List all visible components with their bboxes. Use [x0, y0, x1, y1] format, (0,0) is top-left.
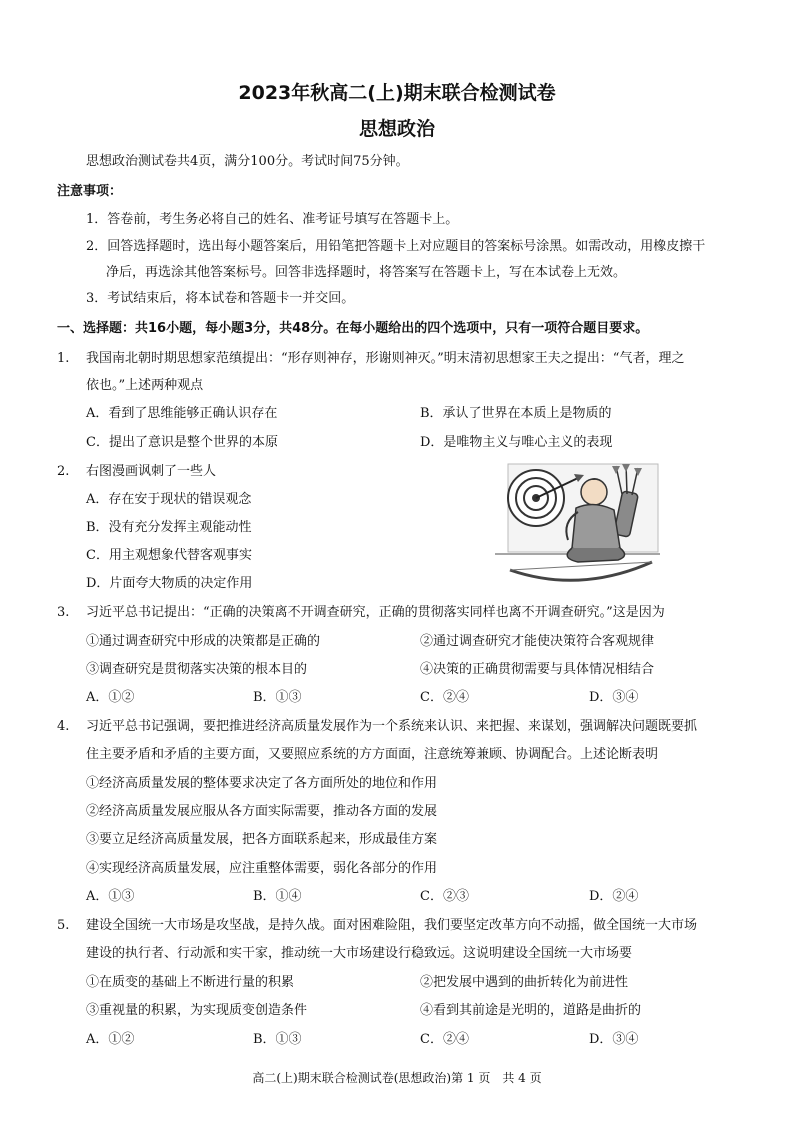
- option-a: A．①③: [86, 889, 135, 904]
- statement-item: ③重视量的积累，为实现质变创造条件: [86, 1003, 308, 1018]
- note-item: 1．答卷前，考生务必将自己的姓名、准考证号填写在答题卡上。: [86, 212, 459, 227]
- option-d: D．是唯物主义与唯心主义的表现: [420, 435, 613, 450]
- option-d: D．片面夸大物质的决定作用: [86, 576, 253, 591]
- question-number: 2.: [57, 464, 70, 479]
- option-c: C．②④: [420, 1032, 469, 1047]
- option-a: A．看到了思维能够正确认识存在: [86, 406, 278, 421]
- option-d: D．③④: [589, 1032, 639, 1047]
- statement-item: ②经济高质量发展应服从各方面实际需要，推动各方面的发展: [86, 804, 438, 819]
- question-number: 3.: [57, 605, 70, 620]
- statement-item: ②通过调查研究才能使决策符合客观规律: [420, 634, 655, 649]
- option-a: A．存在安于现状的错误观念: [86, 492, 252, 507]
- bow-icon: [510, 562, 652, 580]
- option-a: A．①②: [86, 690, 135, 705]
- question-stem: 我国南北朝时期思想家范缜提出：“形存则神存，形谢则神灭。”明末清初思想家王夫之提出：“气者，理之: [86, 351, 685, 366]
- question-stem: 右图漫画讽刺了一些人: [86, 464, 217, 479]
- option-d: D．②④: [589, 889, 639, 904]
- exam-title: 2023年秋高二(上)期末联合检测试卷: [238, 82, 556, 104]
- page-footer: 高二(上)期末联合检测试卷(思想政治)第 1 页 共 4 页: [252, 1071, 542, 1085]
- option-c: C．用主观想象代替客观事实: [86, 548, 252, 563]
- statement-item: ①通过调查研究中形成的决策都是正确的: [86, 634, 321, 649]
- question-stem: 建设全国统一大市场是攻坚战，是持久战。面对困难险阻，我们要坚定改革方向不动摇，做全国统一大市场: [86, 918, 698, 933]
- question-number: 1.: [57, 351, 70, 366]
- option-b: B．承认了世界在本质上是物质的: [420, 406, 612, 421]
- statement-item: ①在质变的基础上不断进行量的积累: [86, 975, 295, 990]
- option-c: C．提出了意识是整个世界的本原: [86, 435, 278, 450]
- option-c: C．②④: [420, 690, 469, 705]
- option-b: B．①③: [253, 690, 302, 705]
- statement-item: ①经济高质量发展的整体要求决定了各方面所处的地位和作用: [86, 776, 438, 791]
- question-stem: 住主要矛盾和矛盾的主要方面，又要照应系统的方方面面，注意统筹兼顾、协调配合。上述论断表明: [86, 747, 659, 762]
- note-item: 3．考试结束后，将本试卷和答题卡一并交回。: [86, 291, 355, 306]
- option-d: D．③④: [589, 690, 639, 705]
- question-number: 5.: [57, 918, 70, 933]
- option-b: B．①④: [253, 889, 302, 904]
- intro-text: 思想政治测试卷共4页，满分100分。考试时间75分钟。: [86, 154, 409, 169]
- option-b: B．没有充分发挥主观能动性: [86, 520, 252, 535]
- statement-item: ④看到其前途是光明的，道路是曲折的: [420, 1003, 642, 1018]
- question-stem: 建设的执行者、行动派和实干家，推动统一大市场建设行稳致远。这说明建设全国统一大市场要: [86, 946, 633, 961]
- option-a: A．①②: [86, 1032, 135, 1047]
- option-b: B．①③: [253, 1032, 302, 1047]
- question-stem: 习近平总书记提出：“正确的决策离不开调查研究，正确的贯彻落实同样也离不开调查研究。”这是因为: [86, 605, 665, 620]
- statement-item: ③调查研究是贯彻落实决策的根本目的: [86, 662, 308, 677]
- statement-item: ④决策的正确贯彻需要与具体情况相结合: [420, 662, 655, 677]
- question-number: 4.: [57, 719, 70, 734]
- question-stem: 依也。”上述两种观点: [86, 378, 204, 393]
- note-item: 2．回答选择题时，选出每小题答案后，用铅笔把答题卡上对应题目的答案标号涂黑。如需改动，用橡皮擦干: [86, 239, 706, 254]
- section-heading: 一、选择题：共16小题，每小题3分，共48分。在每小题给出的四个选项中，只有一项符合题目要求。: [57, 321, 649, 336]
- statement-item: ④实现经济高质量发展，应注重整体需要，弱化各部分的作用: [86, 861, 438, 876]
- notes-heading: 注意事项：: [57, 184, 123, 199]
- archer-cartoon-illustration: [490, 462, 662, 594]
- note-item-continued: 净后，再选涂其他答案标号。回答非选择题时，将答案写在答题卡上，写在本试卷上无效。: [106, 265, 627, 280]
- question-stem: 习近平总书记强调，要把推进经济高质量发展作为一个系统来认识、来把握、来谋划，强调解决问题既要抓: [86, 719, 698, 734]
- exam-subject: 思想政治: [358, 118, 435, 140]
- statement-item: ③要立足经济高质量发展，把各方面联系起来，形成最佳方案: [86, 832, 438, 847]
- option-c: C．②③: [420, 889, 469, 904]
- statement-item: ②把发展中遇到的曲折转化为前进性: [420, 975, 629, 990]
